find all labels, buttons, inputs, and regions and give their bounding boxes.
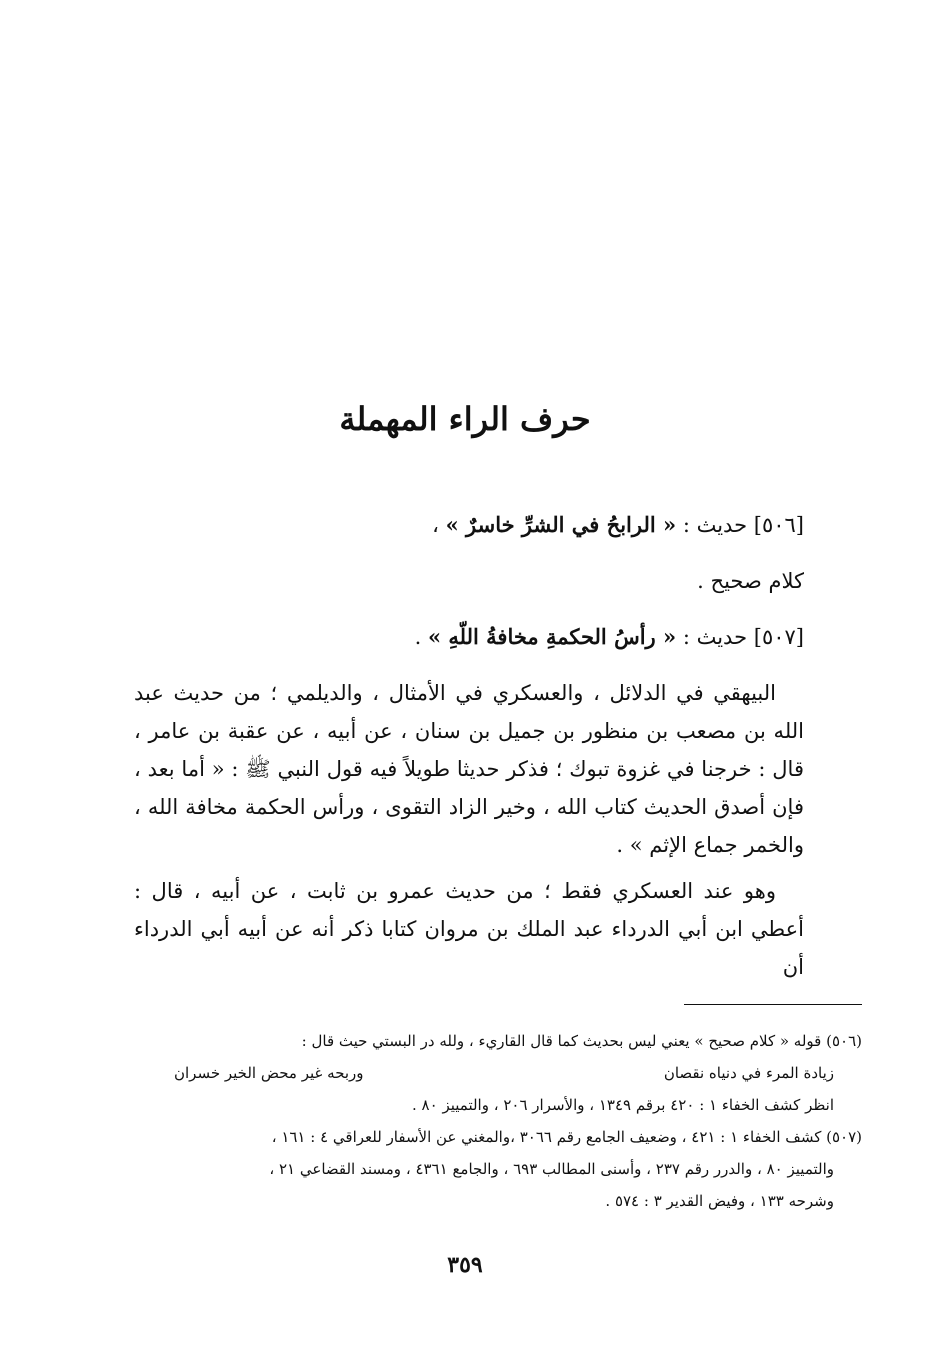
entry-label: حديث : [682, 625, 748, 649]
entry-punct: . [414, 625, 422, 649]
verse-hemistich: زيادة المرء في دنياه نقصان [663, 1064, 834, 1082]
paragraph: البيهقي في الدلائل ، والعسكري في الأمثال ، والديلمي ؛ من حديث عبد الله بن مصعب بن منظور بن جميل بن سنان ، عن أبيه ، عن عقبة بن عامر ، قال : خرجنا في غزوة تبوك ؛ فذكر حديثا طويلاً فيه قول النبي ﷺ : « أما بعد ، فإن أصدق الحديث كتاب الله ، وخير الزاد التقوى ، ورأس الحكمة مخافة الله ، والخمر جماع الإثم » . [134, 681, 804, 857]
entry-506-grade: كلام صحيح . [697, 569, 804, 593]
hadith-text: « الرابحُ في الشرِّ خاسرٌ » [445, 512, 677, 537]
footnote-506-sources: انظر كشف الخفاء ١ : ٤٢٠ برقم ١٣٤٩ ، والأسرار ٢٠٦ ، والتمييز ٨٠ . [412, 1096, 834, 1114]
entry-punct: ، [432, 513, 439, 537]
entry-number: [٥٠٧] [753, 625, 804, 649]
entry-number: [٥٠٦] [753, 513, 804, 537]
page-number: ٣٥٩ [447, 1252, 483, 1278]
hadith-text: « رأسُ الحكمةِ مخافةُ اللّهِ » [427, 624, 677, 649]
entry-507 [134, 618, 804, 656]
page-title: حرف الراء المهملة [339, 400, 591, 438]
footnote-507-cont: والتمييز ٨٠ ، والدرر رقم ٢٣٧ ، وأسنى المطالب ٦٩٣ ، والجامع ٤٣٦١ ، ومسند القضاعي ٢١ ، [269, 1160, 834, 1178]
footnote-verse [134, 1058, 862, 1088]
paragraph: وهو عند العسكري فقط ؛ من حديث عمرو بن ثابت ، عن أبيه ، قال : أعطي ابن أبي الدرداء عبد الملك بن مروان كتابا ذكر أنه عن أبيه أبي الدرداء أن [134, 879, 804, 979]
footnote-507-cont: وشرحه ١٣٣ ، وفيض القدير ٣ : ٥٧٤ . [605, 1192, 834, 1210]
verse-hemistich: وربحه غير محض الخير خسران [174, 1064, 364, 1082]
footnote-507: (٥٠٧) كشف الخفاء ١ : ٤٢١ ، وضعيف الجامع رقم ٣٠٦٦ ،والمغني عن الأسفار للعراقي ٤ : ١٦١ ، [271, 1128, 862, 1146]
footnote-506: (٥٠٦) قوله « كلام صحيح » يعني ليس بحديث كما قال القاريء ، ولله در البستي حيث قال : [301, 1032, 862, 1050]
entry-label: حديث : [682, 513, 748, 537]
main-text [134, 506, 804, 994]
footnote-separator [684, 1004, 862, 1005]
entry-506 [134, 506, 804, 544]
footnotes [134, 1026, 862, 1218]
